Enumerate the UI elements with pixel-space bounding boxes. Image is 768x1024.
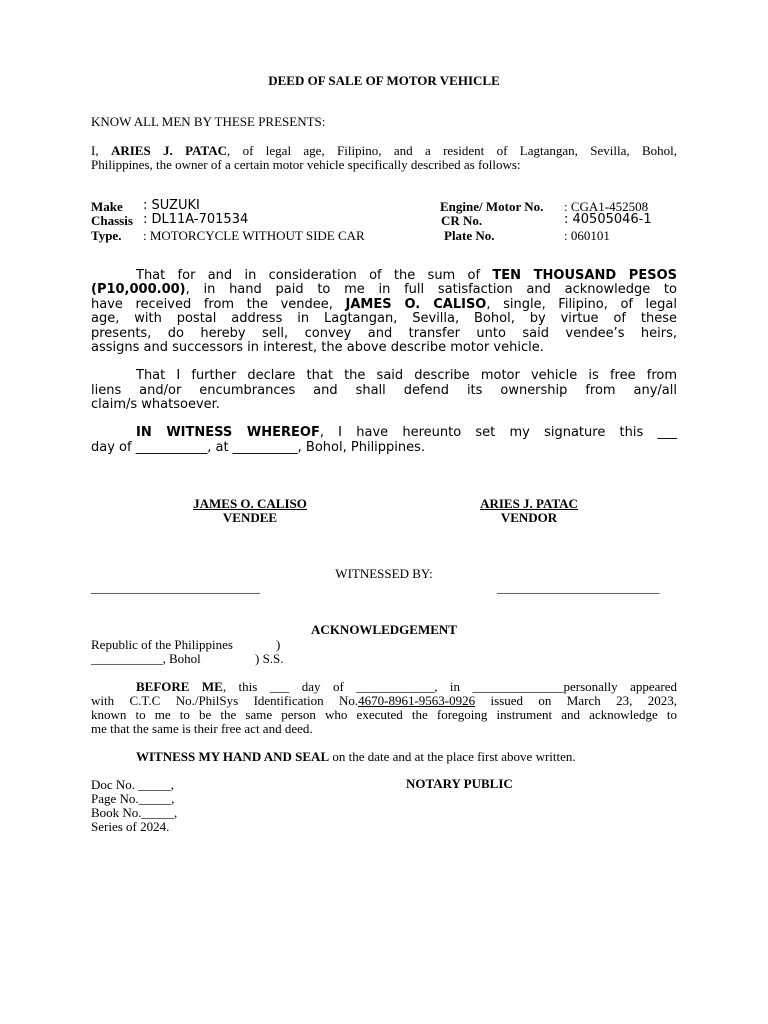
intro-line-2: Philippines, the owner of a certain motor vehicle specifically described as follows: bbox=[91, 157, 521, 172]
doc-no: Doc No. _____, bbox=[91, 777, 175, 792]
witnessed-by-heading: WITNESSED BY: bbox=[335, 566, 433, 581]
type-value: : MOTORCYCLE WITHOUT SIDE CAR bbox=[143, 228, 365, 243]
series-year: Series of 2024. bbox=[91, 819, 170, 834]
ack-line-2: with C.T.C No./PhilSys Identification No.4670-8961-9563-0926 issued on March 23, 2023, bbox=[91, 693, 677, 708]
para1-line-2: (P10,000.00), in hand paid to me in full satisfaction and acknowledge to bbox=[91, 282, 677, 297]
cr-value: : 40505046-1 bbox=[564, 212, 652, 227]
para3-line-1: IN WITNESS WHEREOF, I have hereunto set my signature this ___ bbox=[136, 425, 677, 440]
witness-hand-line: WITNESS MY HAND AND SEAL on the date and at the place first above written. bbox=[136, 749, 576, 764]
ack-line-1: BEFORE ME, this ___ day of ____________, in ______________personally appeared bbox=[136, 679, 677, 694]
ack-line-3: known to me to be the same person who executed the foregoing instrument and acknowledge to bbox=[91, 707, 677, 722]
para2-line-2: liens and/or encumbrances and shall defend its ownership from any/all bbox=[91, 383, 677, 398]
witness-line-left: __________________________ bbox=[91, 580, 260, 595]
para1-line-4: age, with postal address in Lagtangan, Sevilla, Bohol, by virtue of these bbox=[91, 311, 677, 326]
para2-line-1: That I further declare that the said describe motor vehicle is free from bbox=[136, 368, 677, 383]
plate-value: : 060101 bbox=[564, 228, 610, 243]
document-title: DEED OF SALE OF MOTOR VEHICLE bbox=[268, 73, 500, 88]
para1-line-6: assigns and successors in interest, the above describe motor vehicle. bbox=[91, 340, 544, 355]
cr-label: CR No. bbox=[441, 213, 483, 228]
owner-name: ARIES J. PATAC bbox=[110, 143, 228, 158]
venue-municipality: ___________, Bohol bbox=[91, 651, 201, 666]
para1-line-1: That for and in consideration of the sum of TEN THOUSAND PESOS bbox=[136, 268, 677, 283]
vendor-signature-name: ARIES J. PATAC bbox=[480, 496, 578, 511]
type-label: Type. bbox=[91, 228, 122, 243]
vendor-role: VENDOR bbox=[500, 510, 558, 525]
make-value: : SUZUKI bbox=[143, 198, 200, 213]
para1-line-3: have received from the vendee, JAMES O. CALISO, single, Filipino, of legal bbox=[91, 297, 677, 312]
venue-bracket-1: ) bbox=[276, 637, 281, 652]
para1-line-5: presents, do hereby sell, convey and transfer unto said vendee’s heirs, bbox=[91, 326, 677, 341]
engine-value: : CGA1-452508 bbox=[564, 199, 649, 214]
vendee-role: VENDEE bbox=[222, 510, 278, 525]
vendee-name-inline: JAMES O. CALISO bbox=[345, 297, 487, 312]
chassis-value: : DL11A-701534 bbox=[143, 212, 249, 227]
book-no: Book No._____, bbox=[91, 805, 178, 820]
para3-line-2: day of ___________, at __________, Bohol, Philippines. bbox=[91, 440, 426, 455]
notary-public-label: NOTARY PUBLIC bbox=[406, 776, 513, 791]
vendee-signature-name: JAMES O. CALISO bbox=[193, 496, 307, 511]
venue-ss: ) S.S. bbox=[255, 651, 284, 666]
chassis-label: Chassis bbox=[91, 213, 133, 228]
intro-line-1: I, ARIES J. PATAC, of legal age, Filipino, and a resident of Lagtangan, Sevilla, Bohol, bbox=[91, 143, 677, 158]
sale-amount: (P10,000.00) bbox=[91, 282, 186, 297]
venue-country: Republic of the Philippines bbox=[91, 637, 233, 652]
make-label: Make bbox=[91, 199, 123, 214]
philsys-id-number: 4670-8961-9563-0926 bbox=[358, 693, 476, 708]
page-no: Page No._____, bbox=[91, 791, 175, 806]
para2-line-3: claim/s whatsoever. bbox=[91, 397, 220, 412]
acknowledgement-title: ACKNOWLEDGEMENT bbox=[311, 622, 457, 637]
know-all-heading: KNOW ALL MEN BY THESE PRESENTS: bbox=[91, 114, 326, 129]
plate-label: Plate No. bbox=[444, 228, 495, 243]
engine-label: Engine/ Motor No. bbox=[440, 199, 544, 214]
witness-line-right: _________________________ bbox=[497, 580, 660, 595]
ack-line-4: me that the same is their free act and deed. bbox=[91, 721, 313, 736]
